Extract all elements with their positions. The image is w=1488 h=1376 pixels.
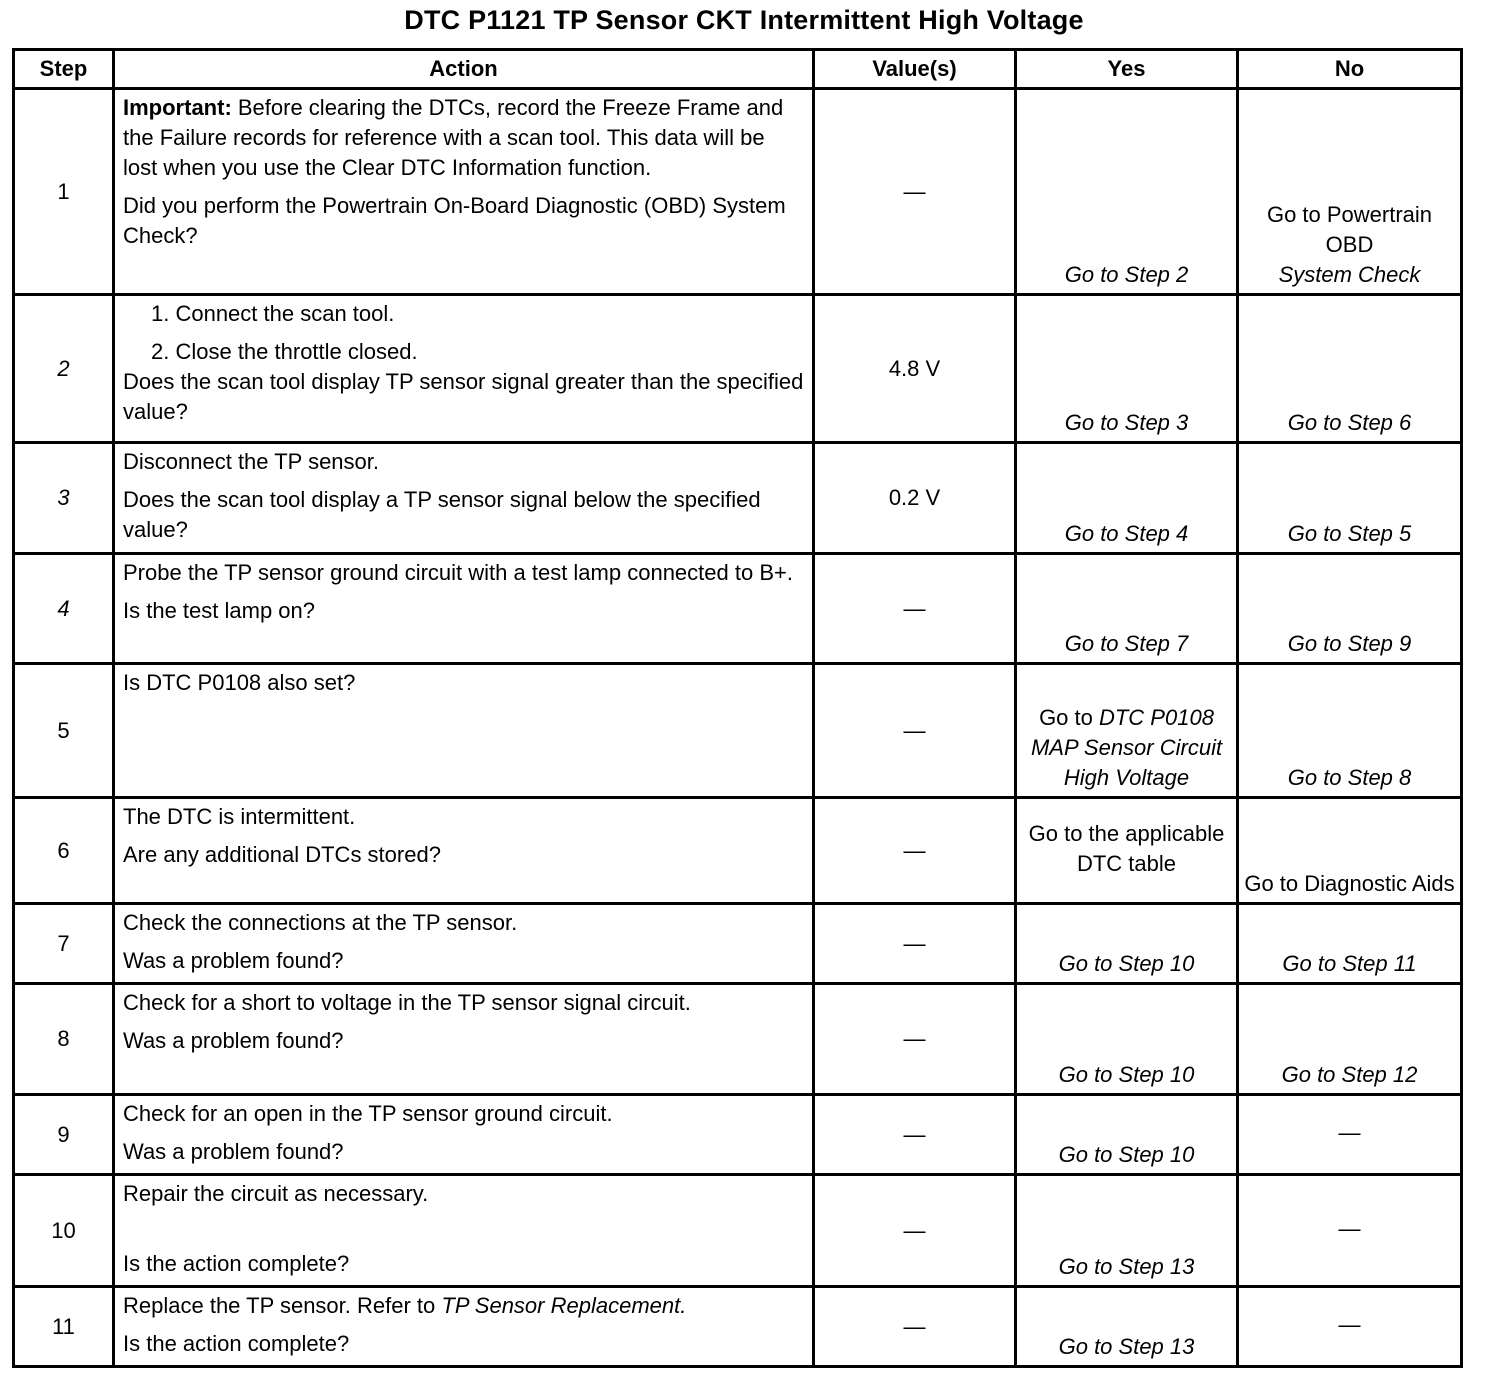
action-cell: [114, 1175, 814, 1287]
important-note: [123, 93, 804, 183]
no-cell: —: [1238, 1287, 1462, 1367]
action-cell: [114, 89, 814, 295]
page-title: DTC P1121 TP Sensor CKT Intermittent High Voltage: [404, 5, 1084, 35]
important-label: Important:: [123, 95, 232, 120]
action-link[interactable]: TP Sensor Replacement.: [441, 1293, 687, 1318]
header-values: Value(s): [814, 50, 1016, 89]
no-link[interactable]: Go to Step 5: [1238, 443, 1462, 554]
value-cell: —: [814, 554, 1016, 664]
no-link[interactable]: Go to Step 12: [1238, 984, 1462, 1095]
action-question: Is the action complete?: [123, 1331, 350, 1356]
value-cell: —: [814, 1095, 1016, 1175]
step-number: 1: [14, 89, 114, 295]
step-number: 9: [14, 1095, 114, 1175]
value-cell: —: [814, 984, 1016, 1095]
yes-link[interactable]: Go to Step 13: [1016, 1175, 1238, 1287]
table-row: [14, 89, 1462, 295]
table-row: [14, 984, 1462, 1095]
yes-prefix: Go to: [1039, 705, 1099, 730]
value-cell: 4.8 V: [814, 295, 1016, 443]
action-text: Check for an open in the TP sensor ground circuit.: [123, 1101, 613, 1126]
action-text: The DTC is intermittent.: [123, 804, 356, 829]
header-no: No: [1238, 50, 1462, 89]
yes-link[interactable]: DTC P0108 MAP Sensor Circuit High Voltage: [1030, 705, 1223, 790]
action-text: Disconnect the TP sensor.: [123, 449, 379, 474]
table-row: [14, 798, 1462, 904]
step-number: 2: [14, 295, 114, 443]
value-cell: —: [814, 1287, 1016, 1367]
value-cell: —: [814, 664, 1016, 798]
no-link[interactable]: Go to Step 9: [1238, 554, 1462, 664]
no-link[interactable]: Go to Step 6: [1238, 295, 1462, 443]
action-cell: [114, 295, 814, 443]
no-link[interactable]: System Check: [1278, 262, 1421, 287]
no-cell: [1238, 89, 1462, 295]
substep-item: 2. Close the throttle closed.: [151, 339, 418, 364]
important-text: Before clearing the DTCs, record the Freeze Frame and the Failure records for reference with a scan tool. This data will be lost when you use the Clear DTC Information function.: [123, 95, 784, 180]
table-row: [14, 554, 1462, 664]
header-yes: Yes: [1016, 50, 1238, 89]
no-cell: —: [1238, 1175, 1462, 1287]
value-cell: —: [814, 798, 1016, 904]
yes-link[interactable]: Go to Step 10: [1016, 984, 1238, 1095]
no-link[interactable]: Go to Diagnostic Aids: [1238, 798, 1462, 904]
yes-link[interactable]: Go to Step 3: [1016, 295, 1238, 443]
no-link[interactable]: Go to Step 11: [1238, 904, 1462, 984]
action-cell: [114, 984, 814, 1095]
step-number: 8: [14, 984, 114, 1095]
action-question: Was a problem found?: [123, 1028, 344, 1053]
action-text: Check the connections at the TP sensor.: [123, 910, 518, 935]
action-text: Repair the circuit as necessary.: [123, 1181, 429, 1206]
table-row: [14, 904, 1462, 984]
no-cell: —: [1238, 1095, 1462, 1175]
action-question: Is DTC P0108 also set?: [123, 670, 356, 695]
action-text: Check for a short to voltage in the TP sensor signal circuit.: [123, 990, 691, 1015]
action-question: Was a problem found?: [123, 948, 344, 973]
no-prefix: Go to Powertrain OBD: [1266, 202, 1433, 257]
yes-cell: [1016, 664, 1238, 798]
action-cell: [114, 554, 814, 664]
action-question: Is the action complete?: [123, 1251, 350, 1276]
table-row: [14, 443, 1462, 554]
no-link[interactable]: Go to Step 8: [1238, 664, 1462, 798]
action-cell: [114, 1287, 814, 1367]
table-row: [14, 1287, 1462, 1367]
table-row: [14, 1175, 1462, 1287]
action-cell: [114, 443, 814, 554]
value-cell: —: [814, 1175, 1016, 1287]
yes-link[interactable]: Go to Step 2: [1016, 89, 1238, 295]
action-cell: [114, 664, 814, 798]
step-number: 3: [14, 443, 114, 554]
header-action: Action: [114, 50, 814, 89]
diagnostic-table: [12, 48, 1463, 1368]
action-question: Does the scan tool display a TP sensor signal below the specified value?: [123, 487, 761, 542]
yes-link[interactable]: Go to Step 7: [1016, 554, 1238, 664]
action-question: Does the scan tool display TP sensor signal greater than the specified value?: [123, 369, 804, 424]
yes-link[interactable]: Go to Step 4: [1016, 443, 1238, 554]
value-cell: —: [814, 904, 1016, 984]
action-question: Did you perform the Powertrain On-Board Diagnostic (OBD) System Check?: [123, 193, 786, 248]
action-cell: [114, 798, 814, 904]
step-number: 6: [14, 798, 114, 904]
step-number: 4: [14, 554, 114, 664]
table-row: [14, 295, 1462, 443]
action-text: Probe the TP sensor ground circuit with a test lamp connected to B+.: [123, 560, 793, 585]
value-cell: 0.2 V: [814, 443, 1016, 554]
action-cell: [114, 904, 814, 984]
yes-link[interactable]: Go to Step 13: [1016, 1287, 1238, 1367]
step-number: 5: [14, 664, 114, 798]
action-question: Are any additional DTCs stored?: [123, 842, 441, 867]
yes-link[interactable]: Go to Step 10: [1016, 1095, 1238, 1175]
step-number: 11: [14, 1287, 114, 1367]
action-prefix: Replace the TP sensor. Refer to: [123, 1293, 442, 1318]
step-number: 7: [14, 904, 114, 984]
action-text: [123, 1291, 804, 1321]
table-row: [14, 1095, 1462, 1175]
header-step: Step: [14, 50, 114, 89]
table-row: [14, 664, 1462, 798]
value-cell: —: [814, 89, 1016, 295]
yes-link[interactable]: Go to Step 10: [1016, 904, 1238, 984]
action-question: Is the test lamp on?: [123, 598, 315, 623]
step-number: 10: [14, 1175, 114, 1287]
yes-link[interactable]: Go to the applicable DTC table: [1016, 798, 1238, 904]
action-question: Was a problem found?: [123, 1139, 344, 1164]
action-cell: [114, 1095, 814, 1175]
header-row: [14, 50, 1462, 89]
substep-item: 1. Connect the scan tool.: [151, 301, 395, 326]
